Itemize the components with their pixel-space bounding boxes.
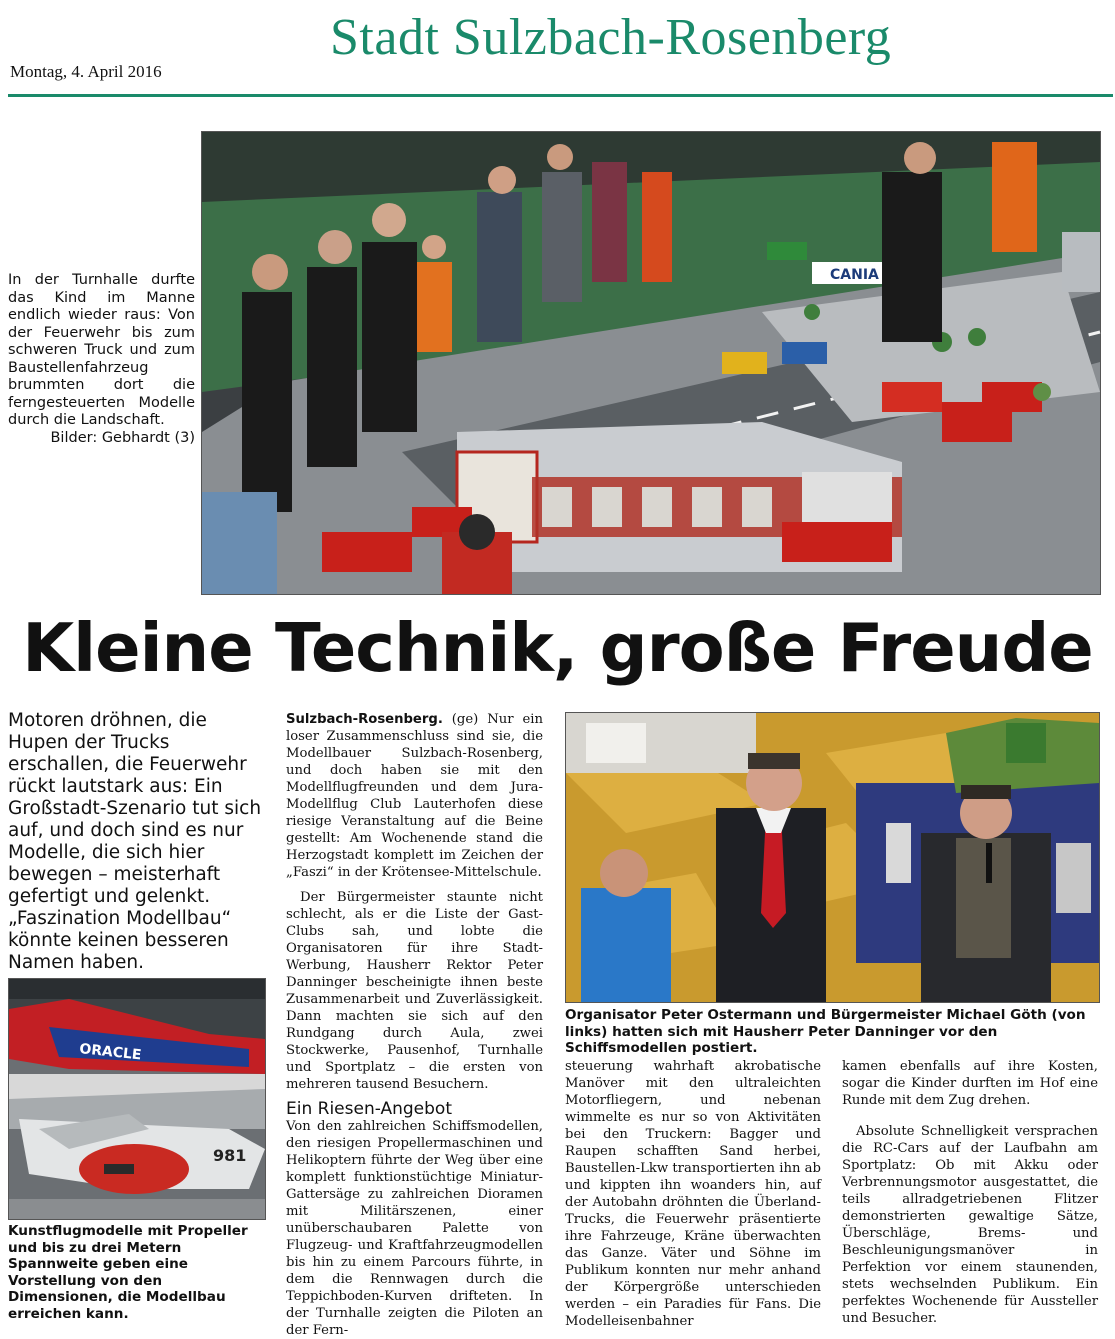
article-col4-para2: Absolute Schnelligkeit versprachen die RC-Cars auf der Laufbahn am Sportplatz: Ob mit Akku oder Verbrennungsmotor ausgestattet, die teils allradgetriebenen Flitzer demonstrierten gewaltige Sätze, Überschläge, Brems- und Beschleunigungsmanöver in Perfektion vor einem staunenden, stets wechselnden Publikum. Ein perfektes Wochenende für Aussteller und Besucher. (842, 1124, 1098, 1326)
truck-sign-text: CANIA (830, 267, 879, 283)
plane-photo (8, 978, 266, 1220)
article-subhead: Ein Riesen-Angebot (286, 1099, 452, 1119)
article-col4-para1: kamen ebenfalls auf ihre Kosten, sogar die Kinder durften im Hof eine Runde mit dem Zug drehen. (842, 1059, 1098, 1108)
article-col2-para1: (ge) Nur ein loser Zusammenschluss sind sie, die Modellbauer Sulzbach-Rosenberg, und doch haben sie mit den Modellflugfreunden und dem Jura-Modellflug Club Lauterhofen diese riesige Veranstaltung auf die Beine gestellt: Am Wochenende stand die Herzogstadt komplett im Zeichen der „Faszi“ in der Krötensee-Mittelschule. (286, 712, 543, 880)
article-col2-para2: Der Bürgermeister staunte nicht schlecht, als er die Liste der Gast-Clubs sah, und lobte die Organisatoren für ihre Stadt-Werbung, Hausherr Rektor Peter Danninger bescheinigte ihnen beste Zusammenarbeit und Zuverlässigkeit. Dann machten sie sich auf den Rundgang durch Aula, zwei Stockwerke, Pausenhof, Turnhalle und Sportplatz – die ersten von mehreren tausend Besuchern. (286, 890, 543, 1092)
plane-photo-caption: Kunstflugmodelle mit Propeller und bis zu drei Metern Spannweite geben eine Vorstellung von den Dimensionen, die Modellbau erreichen kann. (8, 1223, 248, 1322)
top-photo-illustration (202, 132, 1100, 594)
article-column-3 (565, 1058, 821, 1329)
article-column-4 (842, 1058, 1098, 1326)
people-photo-caption: Organisator Peter Ostermann und Bürgermeister Michael Göth (von links) hatten sich mit Hausherr Peter Danninger vor den Schiffsmodellen postiert. (565, 1007, 1086, 1056)
article-headline: Kleine Technik, große Freude (22, 609, 1093, 687)
dateline-place: Sulzbach-Rosenberg. (286, 712, 443, 727)
section-masthead: Stadt Sulzbach-Rosenberg (330, 9, 892, 66)
plane-logo-text: ORACLE (78, 1041, 143, 1064)
issue-date: Montag, 4. April 2016 (10, 62, 162, 81)
article-col2-para3: Von den zahlreichen Schiffsmodellen, den riesigen Propellermaschinen und Helikoptern führte der Weg über eine komplett funktionstüchtige Miniatur-Gattersäge zu zahlreichen Dioramen mit Militärszenen, einer unüberschaubaren Palette von Flugzeug- und Kraftfahrzeugmodellen bis hin zu einem Parcours führte, in dem die Rennwagen durch die Teppichboden-Kurven drifteten. In der Turnhalle zeigten die Piloten an der Fern- (286, 1119, 543, 1338)
article-col3-para1: steuerung wahrhaft akrobatische Manöver mit den ultraleichten Motorfliegern, und nebenan wimmelte es nur so von Aktivitäten bei den Truckern: Bagger und Raupen schafften Sand herbei, Baustellen-Lkw transportierten ihn ab und kippten ihn woanders hin, auf der Autobahn dröhnten die Überland-Trucks, die Feuerwehr präsentierte ihre Fahrzeuge, Kräne überwachten das Ganze. Väter und Söhne im Publikum konnten nur mehr anhand der Körpergröße unterschieden werden – ein Paradies für Fans. Die Modelleisenbahner (565, 1059, 821, 1329)
article-column-2 (286, 711, 543, 1338)
photo-credit: Bilder: Gebhardt (3) (50, 429, 195, 446)
plane-photo-illustration (9, 979, 265, 1219)
top-photo-caption-text: In der Turnhalle durfte das Kind im Manne endlich wieder raus: Von der Feuerwehr bis zum schweren Truck und zum Baustellenfahrzeug brummten dort die ferngesteuerten Modelle durch die Landschaft. (8, 272, 195, 428)
people-photo (565, 712, 1100, 1003)
top-photo-model-layout (201, 131, 1101, 595)
plane-number-text: 981 (213, 1146, 247, 1165)
top-photo-caption (8, 272, 195, 447)
masthead-rule (8, 94, 1113, 97)
article-lead: Motoren dröhnen, die Hupen der Trucks erschallen, die Feuerwehr rückt lautstark aus: Ein Großstadt-Szenario tut sich auf, und doch sind es nur Modelle, die sich hier bewegen – meisterhaft gefertigt und gelenkt. „Faszination Modellbau“ könnte keinen besseren Namen haben. (8, 710, 262, 973)
people-photo-illustration (566, 713, 1099, 1002)
